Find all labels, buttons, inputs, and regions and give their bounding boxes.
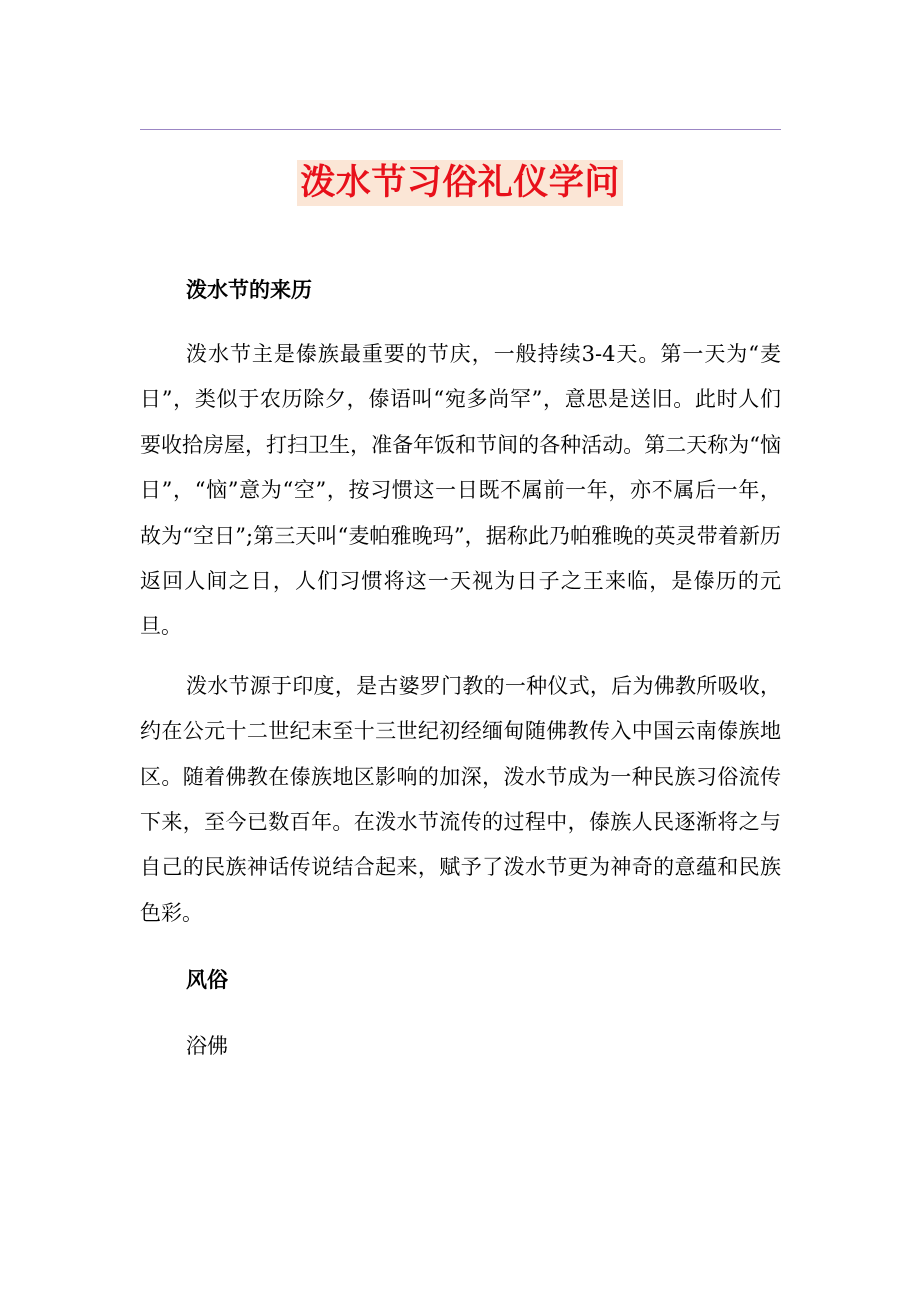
section-heading-origin: 泼水节的来历 [186, 277, 312, 302]
title-container [0, 160, 920, 206]
subsection-label-bathing-buddha: 浴佛 [186, 1034, 228, 1059]
paragraph-origin-1: 泼水节主是傣族最重要的节庆，一般持续3-4天。第一天为“麦日”，类似于农历除夕，傣语叫“宛多尚罕”，意思是送旧。此时人们要收拾房屋，打扫卫生，准备年饭和节间的各种活动。第二天称为“恼日”，“恼”意为“空”，按习惯这一日既不属前一年，亦不属后一年，故为“空日”;第三天叫“麦帕雅晚玛”，据称此乃帕雅晚的英灵带着新历返回人间之日，人们习惯将这一天视为日子之王来临，是傣历的元旦。 [140, 342, 781, 639]
paragraph-origin-2: 泼水节源于印度，是古婆罗门教的一种仪式，后为佛教所吸收，约在公元十二世纪末至十三世纪初经缅甸随佛教传入中国云南傣族地区。随着佛教在傣族地区影响的加深，泼水节成为一种民族习俗流传下来，至今已数百年。在泼水节流传的过程中，傣族人民逐渐将之与自己的民族神话传说结合起来，赋予了泼水节更为神奇的意蕴和民族色彩。 [140, 673, 781, 925]
header-divider [140, 129, 781, 130]
document-body [140, 270, 781, 1066]
document-title: 泼水节习俗礼仪学问 [297, 160, 623, 206]
section-heading-customs: 风俗 [186, 967, 228, 993]
